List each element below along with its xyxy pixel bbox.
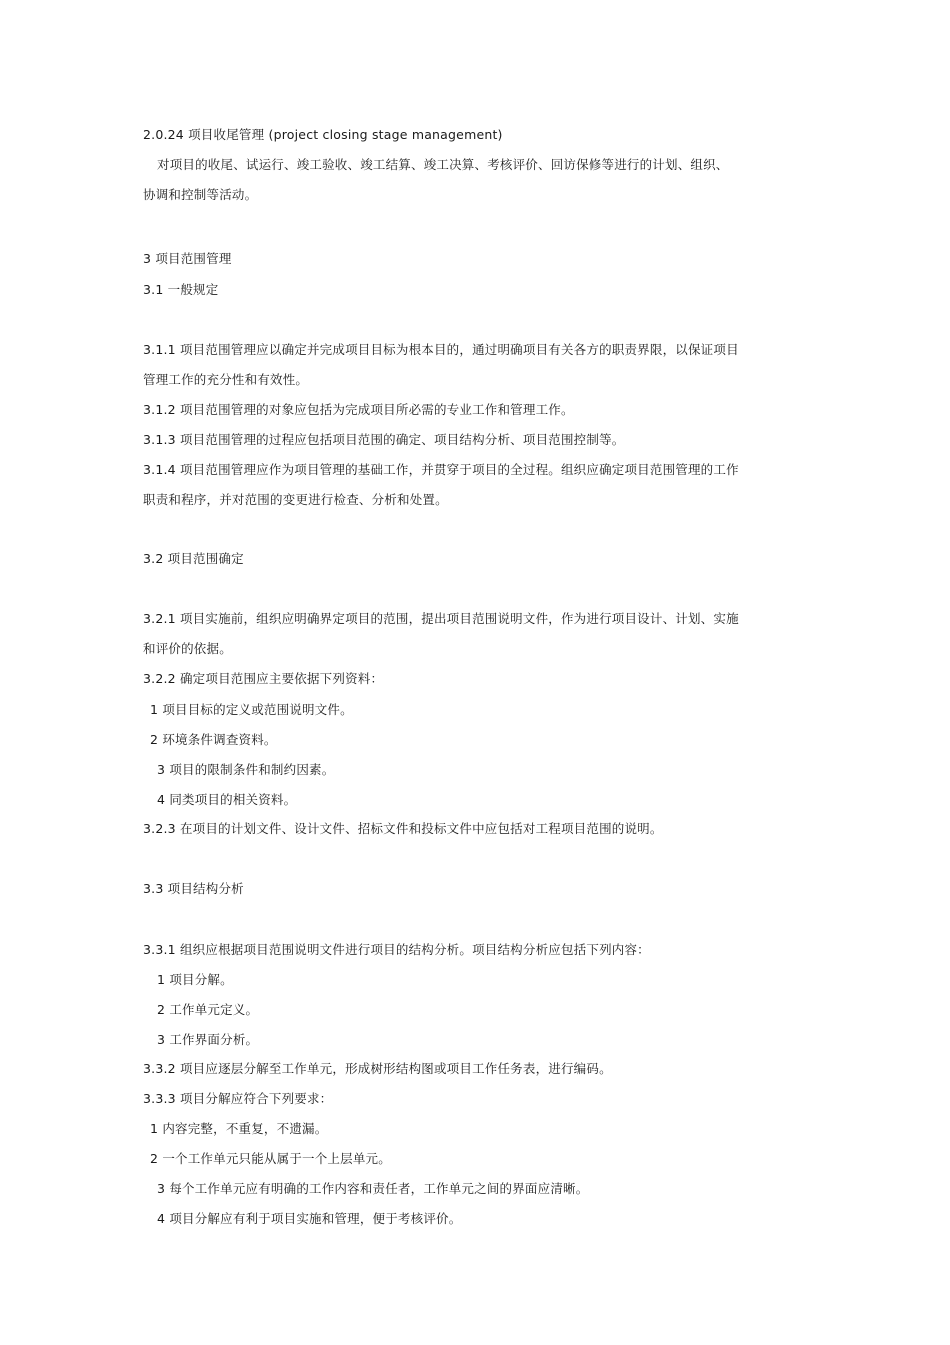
- clause-3-2-3: 3.2.3 在项目的计划文件、设计文件、招标文件和投标文件中应包括对工程项目范围的说明。: [143, 821, 663, 836]
- clause-3-2-1-line-2: 和评价的依据。: [143, 641, 232, 656]
- list-item-3-3-3-2: 2 一个工作单元只能从属于一个上层单元。: [150, 1151, 391, 1166]
- clause-3-1-2: 3.1.2 项目范围管理的对象应包括为完成项目所必需的专业工作和管理工作。: [143, 402, 574, 417]
- clause-2-0-24-heading: 2.0.24 项目收尾管理 (project closing stage management): [143, 127, 503, 142]
- list-item-3-2-2-3: 3 项目的限制条件和制约因素。: [157, 762, 335, 777]
- list-item-3-3-3-4: 4 项目分解应有利于项目实施和管理，便于考核评价。: [157, 1211, 462, 1226]
- clause-2-0-24-body-line-2: 协调和控制等活动。: [143, 187, 258, 202]
- chapter-3-heading: 3 项目范围管理: [143, 251, 232, 266]
- list-item-3-3-3-1: 1 内容完整，不重复，不遗漏。: [150, 1121, 328, 1136]
- list-item-3-2-2-4: 4 同类项目的相关资料。: [157, 792, 297, 807]
- clause-3-1-4-line-1: 3.1.4 项目范围管理应作为项目管理的基础工作，并贯穿于项目的全过程。组织应确定项目范围管理的工作: [143, 462, 739, 477]
- section-3-3-heading: 3.3 项目结构分析: [143, 881, 244, 896]
- clause-3-3-2: 3.3.2 项目应逐层分解至工作单元，形成树形结构图或项目工作任务表，进行编码。: [143, 1061, 612, 1076]
- list-item-3-3-3-3: 3 每个工作单元应有明确的工作内容和责任者，工作单元之间的界面应清晰。: [157, 1181, 589, 1196]
- clause-3-2-1-line-1: 3.2.1 项目实施前，组织应明确界定项目的范围，提出项目范围说明文件，作为进行项目设计、计划、实施: [143, 611, 739, 626]
- clause-2-0-24-body-line-1: 对项目的收尾、试运行、竣工验收、竣工结算、竣工决算、考核评价、回访保修等进行的计划、组织、: [157, 157, 729, 172]
- list-item-3-3-1-1: 1 项目分解。: [157, 972, 233, 987]
- clause-3-1-4-line-2: 职责和程序，并对范围的变更进行检查、分析和处置。: [143, 492, 448, 507]
- clause-3-1-3: 3.1.3 项目范围管理的过程应包括项目范围的确定、项目结构分析、项目范围控制等。: [143, 432, 625, 447]
- section-3-2-heading: 3.2 项目范围确定: [143, 551, 244, 566]
- section-3-1-heading: 3.1 一般规定: [143, 282, 219, 297]
- list-item-3-3-1-3: 3 工作界面分析。: [157, 1032, 259, 1047]
- clause-3-1-1-line-2: 管理工作的充分性和有效性。: [143, 372, 309, 387]
- clause-3-3-3: 3.3.3 项目分解应符合下列要求：: [143, 1091, 333, 1106]
- clause-3-1-1-line-1: 3.1.1 项目范围管理应以确定并完成项目目标为根本目的，通过明确项目有关各方的职责界限，以保证项目: [143, 342, 739, 357]
- list-item-3-2-2-1: 1 项目目标的定义或范围说明文件。: [150, 702, 353, 717]
- clause-3-2-2: 3.2.2 确定项目范围应主要依据下列资料：: [143, 671, 384, 686]
- clause-3-3-1: 3.3.1 组织应根据项目范围说明文件进行项目的结构分析。项目结构分析应包括下列内容：: [143, 942, 650, 957]
- list-item-3-3-1-2: 2 工作单元定义。: [157, 1002, 259, 1017]
- list-item-3-2-2-2: 2 环境条件调查资料。: [150, 732, 277, 747]
